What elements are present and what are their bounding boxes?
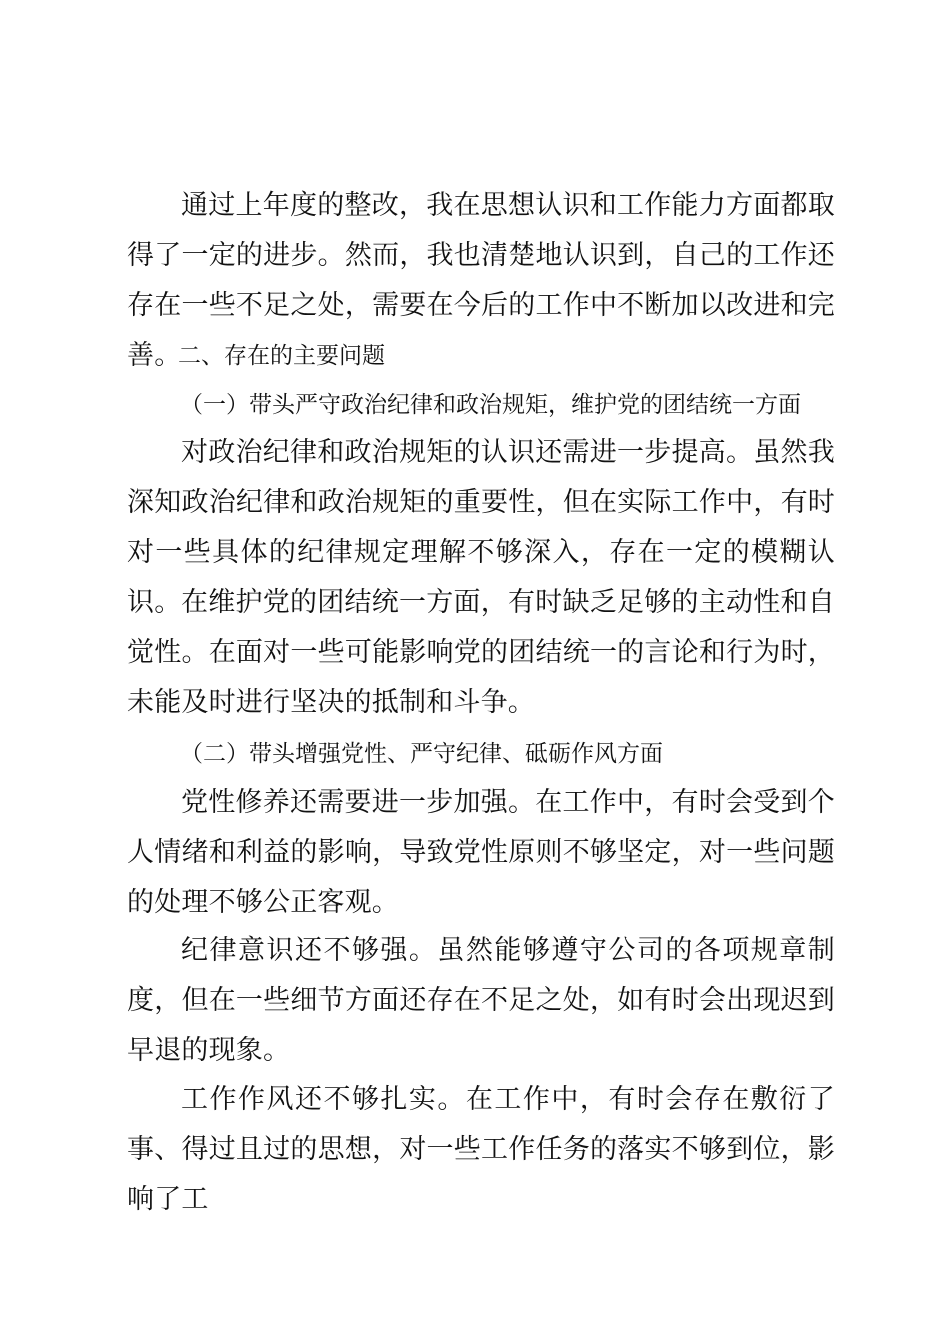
subsection-heading-political-discipline: （一）带头严守政治纪律和政治规矩，维护党的团结统一方面	[180, 392, 801, 418]
subsection-heading-party-spirit: （二）带头增强党性、严守纪律、砥砺作风方面	[180, 741, 663, 767]
paragraph-work-style: 工作作风还不够扎实。在工作中，有时会存在敷衍了事、得过且过的思想，对一些工作任务的落实不够到位，影响了工	[127, 1084, 835, 1215]
paragraph-party-unity: 在维护党的团结统一方面，有时缺乏足够的主动性和自觉性。在面对一些可能影响党的团结统一的言论和行为时，未能及时进行坚决的抵制和斗争。	[127, 587, 835, 718]
paragraph-rectification-progress: 通过上年度的整改，我在思想认识和工作能力方面都取得了一定的进步。然而，我也清楚地认识到，自己的工作还存在一些不足之处，需要在今后的工作中不断加以改进和完善。	[127, 190, 835, 371]
paragraph-party-cultivation: 党性修养还需要进一步加强。在工作中，有时会受到个人情绪和利益的影响，导致党性原则不够坚定，对一些问题的处理不够公正客观。	[127, 787, 835, 918]
paragraph-discipline-awareness: 纪律意识还不够强。虽然能够遵守公司的各项规章制度，但在一些细节方面还存在不足之处，如有时会出现迟到早退的现象。	[127, 935, 835, 1066]
section-heading-main-problems: 二、存在的主要问题	[178, 343, 385, 369]
paragraph-political-discipline: 对政治纪律和政治规矩的认识还需进一步提高。虽然我深知政治纪律和政治规矩的重要性，但在实际工作中，有时对一些具体的纪律规定理解不够深入，存在一定的模糊认识。	[127, 437, 835, 618]
